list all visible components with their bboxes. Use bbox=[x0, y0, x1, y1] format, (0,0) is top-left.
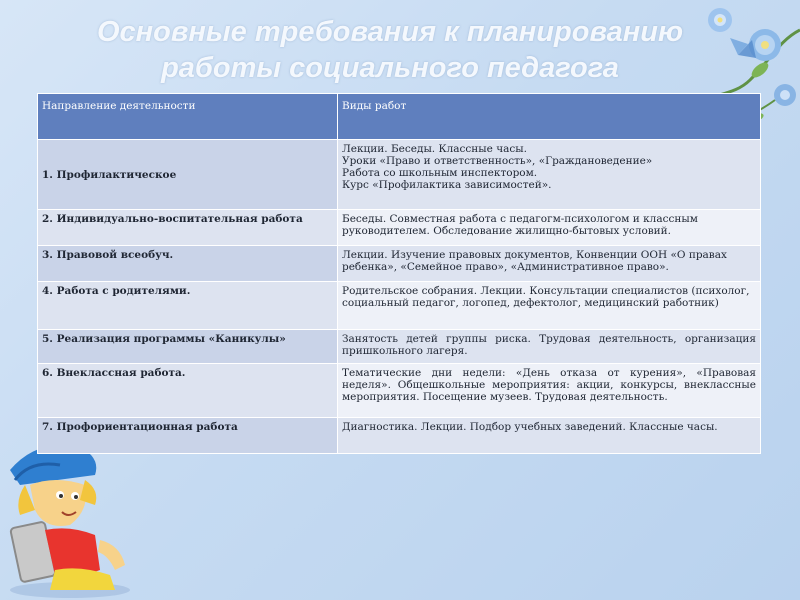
work-cell bbox=[338, 364, 761, 418]
column-header-direction: Направление деятельности bbox=[38, 94, 338, 140]
slide-title bbox=[40, 14, 740, 86]
work-cell bbox=[338, 418, 761, 454]
direction-label: 1. Профилактическое bbox=[42, 168, 177, 181]
work-line: Курс «Профилактика зависимостей». bbox=[342, 179, 552, 191]
table-row bbox=[38, 330, 761, 364]
slide-title-line-1: Основные требования к планированию bbox=[96, 16, 684, 48]
table-row bbox=[38, 246, 761, 282]
table-row bbox=[38, 418, 761, 454]
table-row bbox=[38, 140, 761, 210]
direction-label: 3. Правовой всеобуч. bbox=[42, 249, 174, 261]
work-line: Тематические дни недели: «День отказа от курения», «Правовая неделя». Общешкольные мероприятия: акции, конкурсы, внеклассные мероприятия. Посещение музеев. Трудовая деятельность. bbox=[342, 367, 756, 403]
slide-title-line-2: работы социального педагога bbox=[161, 52, 619, 84]
direction-cell bbox=[38, 330, 338, 364]
work-line: Занятость детей группы риска. Трудовая деятельность, организация пришкольного лагеря. bbox=[342, 333, 756, 357]
direction-cell bbox=[38, 140, 338, 210]
work-cell bbox=[338, 330, 761, 364]
column-header-work-types: Виды работ bbox=[338, 94, 761, 140]
direction-cell bbox=[38, 282, 338, 330]
table-row bbox=[38, 364, 761, 418]
table-row bbox=[38, 210, 761, 246]
work-line: Родительское собрания. Лекции. Консультации специалистов (психолог, социальный педагог, логопед, дефектолог, медицинский работник) bbox=[342, 285, 750, 309]
work-plan-table bbox=[37, 93, 761, 454]
direction-label: 4. Работа с родителями. bbox=[42, 285, 191, 297]
work-line: Уроки «Право и ответственность», «Граждановедение» bbox=[342, 155, 653, 167]
work-cell bbox=[338, 140, 761, 210]
direction-cell bbox=[38, 364, 338, 418]
cartoon-child-icon bbox=[0, 430, 140, 600]
work-cell bbox=[338, 210, 761, 246]
work-line: Лекции. Беседы. Классные часы. bbox=[342, 143, 527, 155]
direction-label: 5. Реализация программы «Каникулы» bbox=[42, 333, 286, 345]
work-line: Работа со школьным инспектором. bbox=[342, 167, 538, 179]
work-cell bbox=[338, 282, 761, 330]
direction-label: 7. Профориентационная работа bbox=[42, 421, 238, 433]
table-row bbox=[38, 282, 761, 330]
work-line: Беседы. Совместная работа с педагогм-психологом и классным руководителем. Обследование жилищно-бытовых условий. bbox=[342, 213, 698, 237]
direction-label: 2. Индивидуально-воспитательная работа bbox=[42, 213, 303, 225]
work-line: Диагностика. Лекции. Подбор учебных заведений. Классные часы. bbox=[342, 421, 718, 433]
direction-cell bbox=[38, 210, 338, 246]
work-cell bbox=[338, 246, 761, 282]
direction-label: 6. Внеклассная работа. bbox=[42, 367, 186, 379]
direction-cell bbox=[38, 418, 338, 454]
direction-cell bbox=[38, 246, 338, 282]
table-header-row bbox=[38, 94, 761, 140]
work-line: Лекции. Изучение правовых документов, Конвенции ООН «О правах ребенка», «Семейное право», «Административное право». bbox=[342, 249, 727, 273]
